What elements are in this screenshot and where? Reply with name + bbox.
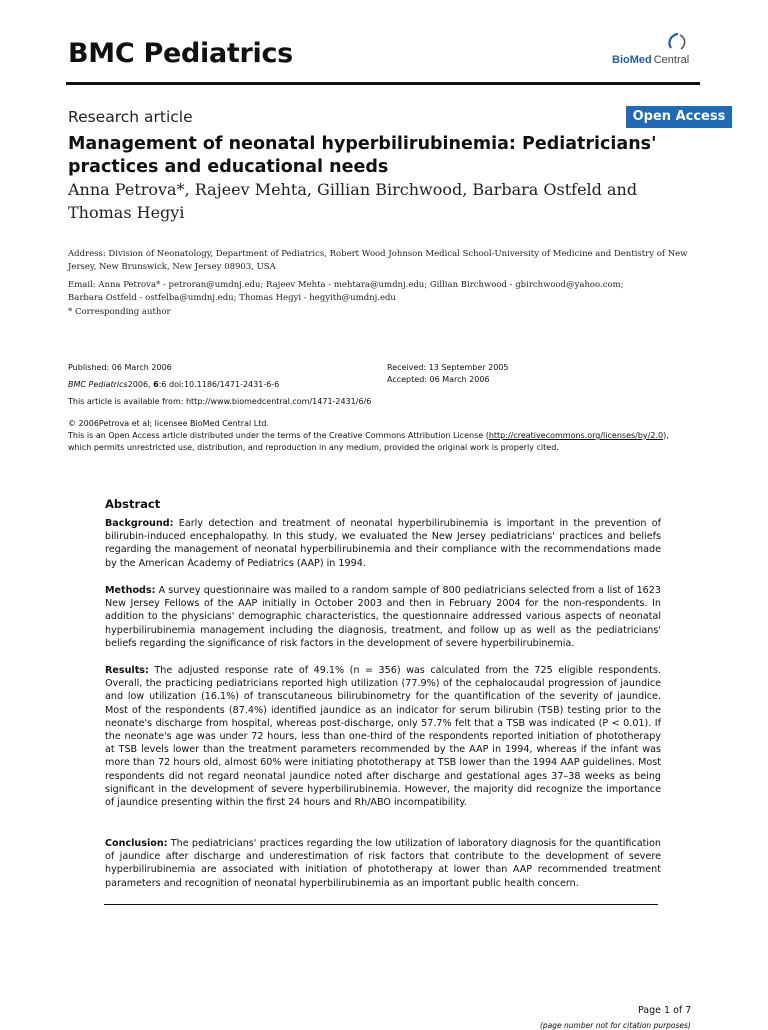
logo-central: Central xyxy=(653,54,690,66)
logo-bio: Bio xyxy=(612,54,630,66)
received-date: Received: 13 September 2005 xyxy=(387,363,509,372)
conclusion-label: Conclusion: xyxy=(105,838,168,849)
logo-wordmark xyxy=(612,54,689,66)
background-text: Early detection and treatment of neonatal hyperbilirubinemia is important in the prevention of bilirubin-induced encephalopathy. In this study, we evaluated the New Jersey pediatricians' practices and beliefs regarding the management of neonatal hyperbilirubinemia and their compliance with the recommendations made by the American Academy of Pediatrics (AAP) in 1994. xyxy=(105,518,661,569)
citation xyxy=(68,379,279,392)
page-note: (page number not for citation purposes) xyxy=(540,1021,691,1030)
abstract-conclusion xyxy=(105,837,661,890)
email-block xyxy=(68,279,624,305)
email-line: Email: Anna Petrova* - petroran@umdnj.edu; Rajeev Mehta - mehtara@umdnj.edu; Gillian Birchwood - gbirchwood@yahoo.com; xyxy=(68,280,624,290)
license-text: This is an Open Access article distributed under the terms of the Creative Commons Attribution License ( xyxy=(68,431,489,440)
article-title xyxy=(68,133,688,179)
abstract-background xyxy=(105,517,661,570)
biomed-swoosh-icon xyxy=(665,32,689,52)
article-url[interactable]: This article is available from: http://www.biomedcentral.com/1471-2431/6/6 xyxy=(68,397,372,406)
page-number: Page 1 of 7 xyxy=(638,1005,692,1016)
license-line-2: which permits unrestricted use, distribution, and reproduction in any medium, provided the original work is properly cited. xyxy=(68,443,559,452)
published-date: Published: 06 March 2006 xyxy=(68,363,172,372)
abstract-rule xyxy=(104,904,658,905)
results-label: Results: xyxy=(105,665,149,676)
methods-text: A survey questionnaire was mailed to a random sample of 800 pediatricians selected from a list of 1623 New Jersey Fellows of the AAP initially in October 2003 and then in February 2004 for the non-respondents. In addition to the physicians' demographic characteristics, the questionnaire addressed various aspects of neonatal hyperbilirubinemia management including the diagnosis, treatment, and follow up as well as the pediatricians' beliefs regarding the significance of risk factors in the development of severe hyperbilirubinemia. xyxy=(105,585,661,649)
citation-doi: :6 doi:10.1186/1471-2431-6-6 xyxy=(158,380,280,389)
license-line xyxy=(68,430,669,443)
author-line: Anna Petrova*, Rajeev Mehta, Gillian Birchwood, Barbara Ostfeld and xyxy=(68,180,638,199)
license-link[interactable]: http://creativecommons.org/licenses/by/2.0 xyxy=(488,431,664,440)
corresponding-author-note: * Corresponding author xyxy=(68,307,171,317)
article-type: Research article xyxy=(68,108,193,126)
title-line: practices and educational needs xyxy=(68,157,389,177)
citation-volume: 6 xyxy=(153,380,159,389)
copyright: © 2006Petrova et al; licensee BioMed Central Ltd. xyxy=(68,419,269,428)
citation-year: 2006, xyxy=(127,380,154,389)
journal-name: BMC Pediatrics xyxy=(68,38,293,69)
biomed-central-logo xyxy=(612,32,722,72)
address-line: Address: Division of Neonatology, Department of Pediatrics, Robert Wood Johnson Medical School-University of Medicine and Dentistry of New xyxy=(68,249,688,259)
author-line: Thomas Hegyi xyxy=(68,203,185,222)
address-block xyxy=(68,248,687,274)
license-text-end: ), xyxy=(663,431,669,440)
email-line: Barbara Ostfeld - ostfelba@umdnj.edu; Thomas Hegyi - hegyith@umdnj.edu xyxy=(68,293,396,303)
author-list xyxy=(68,178,708,224)
open-access-badge: Open Access xyxy=(626,106,732,128)
abstract-methods xyxy=(105,584,661,650)
background-label: Background: xyxy=(105,518,174,529)
accepted-date: Accepted: 06 March 2006 xyxy=(387,375,490,384)
header-rule xyxy=(66,82,700,85)
methods-label: Methods: xyxy=(105,585,156,596)
title-line: Management of neonatal hyperbilirubinemia: Pediatricians' xyxy=(68,134,657,154)
citation-journal: BMC Pediatrics xyxy=(68,380,128,389)
address-line: Jersey, New Brunswick, New Jersey 08903, USA xyxy=(68,262,276,272)
results-text: The adjusted response rate of 49.1% (n = 356) was calculated from the 725 eligible respondents. Overall, the practicing pediatricians reported high utilization (77.9%) of the cephalocaudal progression of jaundice and low utilization (16.1%) of transcutaneous bilirubinometry for the quantification of the severity of jaundice. Most of the respondents (87.4%) identified jaundice as an indicator for serum bilirubin (TSB) testing prior to the neonate's discharge from hospital, whereas post-discharge, only 57.7% felt that a TSB was indicated (P < 0.01). If the neonate's age was under 72 hours, less than one-third of the respondents reported initiation of phototherapy at TSB levels lower than the treatment parameters recommended by the AAP in 1994, whereas if the infant was more than 72 hours old, almost 60% were initiating phototherapy at TSB lower than the 1994 AAP guidelines. Most respondents did not regard neonatal jaundice noted after discharge and gestational ages 37–38 weeks as being significant in the development of severe hyperbilirubinemia. However, the majority did recognize the importance of jaundice presenting within the first 24 hours and Rh/ABO incompatibility. xyxy=(105,665,661,809)
logo-med: Med xyxy=(629,54,652,66)
conclusion-text: The pediatricians' practices regarding the low utilization of laboratory diagnosis for the quantification of jaundice after discharge and underestimation of risk factors that contribute to the development of severe hyperbilirubinemia are associated with initiation of phototherapy at lower than AAP recommended treatment parameters and recognition of neonatal hyperbilirubinemia as an important public health concern. xyxy=(105,838,661,889)
abstract-results xyxy=(105,664,661,809)
abstract-heading: Abstract xyxy=(105,497,161,511)
